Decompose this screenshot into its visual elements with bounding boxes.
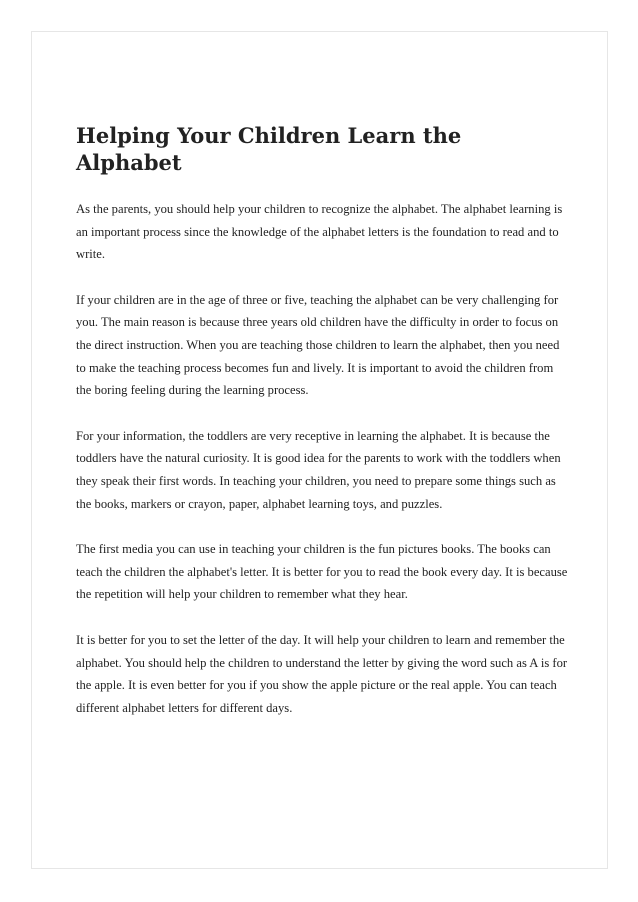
paragraph: It is better for you to set the letter of the day. It will help your children to learn and remember the alphabet. You should help the children to understand the letter by giving the word such as A is for the apple. It is even better for you if you show the apple picture or the real apple. You can teach different alphabet letters for different days. [76, 632, 568, 715]
paragraph: The first media you can use in teaching your children is the fun pictures books. The books can teach the children the alphabet's letter. It is better for you to read the book every day. It is because the repetition will help your children to remember what they hear. [76, 542, 568, 602]
document-page [31, 31, 608, 869]
document-title: Helping Your Children Learn the Alphabet [76, 123, 462, 175]
document-body [76, 122, 568, 742]
paragraph: For your information, the toddlers are very receptive in learning the alphabet. It is because the toddlers have the natural curiosity. It is good idea for the parents to work with the toddlers when they speak their first words. In teaching your children, you need to prepare some things such as the books, markers or crayon, paper, alphabet learning toys, and puzzles. [76, 428, 561, 511]
paragraph: If your children are in the age of three or five, teaching the alphabet can be very challenging for you. The main reason is because three years old children have the difficulty in order to focus on the direct instruction. When you are teaching those children to learn the alphabet, then you need to make the teaching process becomes fun and lively. It is important to avoid the children from the boring feeling during the learning process. [76, 292, 560, 398]
paragraph: As the parents, you should help your children to recognize the alphabet. The alphabet learning is an important process since the knowledge of the alphabet letters is the foundation to read and to write. [76, 202, 563, 262]
